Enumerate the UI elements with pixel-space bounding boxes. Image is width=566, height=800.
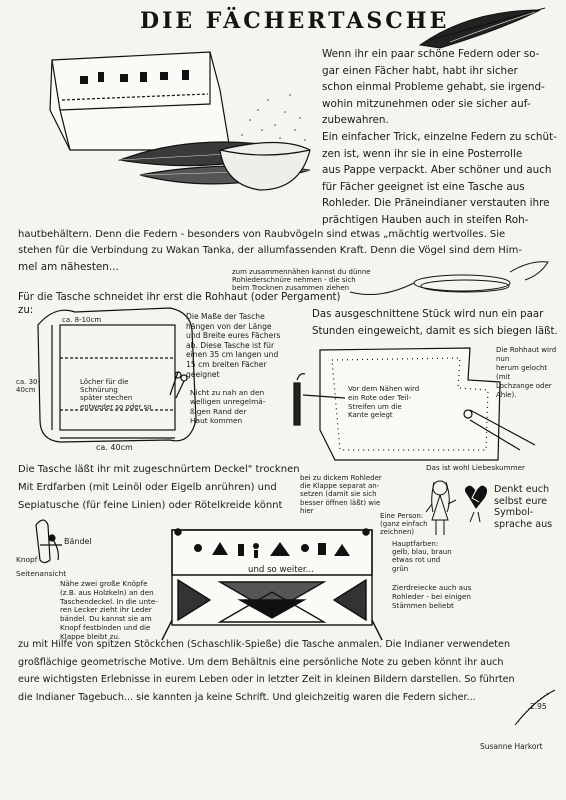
knot-note-line: ren Lecker zieht ihr Leder bbox=[60, 605, 152, 615]
symbol-note-line: sprache aus bbox=[494, 518, 553, 530]
punch-note-line: Ahle). bbox=[496, 391, 517, 399]
flap-note-line: die Klappe separat an- bbox=[300, 482, 380, 491]
lacing-note-line: beim Trocknen zusammen ziehen bbox=[232, 284, 350, 293]
hole-note-line: entweder so oder so bbox=[80, 402, 152, 411]
edge-note-line: Haut kommen bbox=[190, 416, 243, 426]
paint-text bbox=[18, 636, 558, 706]
colors-note-line: grün bbox=[392, 564, 409, 573]
symbol-note-line: Symbol- bbox=[494, 507, 534, 519]
lacing-note-line: Rohlederschnüre nehmen - die sich bbox=[232, 276, 356, 285]
hole-note bbox=[80, 378, 160, 411]
sew-note bbox=[348, 385, 443, 420]
person-note-line: (ganz einfach bbox=[380, 520, 428, 529]
sew-note-line: ein Rote oder Teil- bbox=[348, 393, 411, 402]
hole-note-line: Löcher für die bbox=[80, 378, 129, 386]
measure-note-line: und Breite eures Fächers bbox=[186, 331, 281, 341]
intro-line: schon einmal Probleme gehabt, sie irgend- bbox=[322, 81, 545, 94]
edge-note bbox=[190, 388, 280, 426]
finished-bag-illustration bbox=[162, 529, 382, 640]
measure-note-line: hängen von der Länge bbox=[186, 321, 272, 331]
dry-line: Die Tasche läßt ihr mit zugeschnürtem Deckel" trocknen bbox=[18, 464, 300, 475]
colors-note-line: gelb, blau, braun bbox=[392, 548, 452, 557]
paint-line: großflächige geometrische Motive. Um dem Behältnis eine persönliche Note zu geben könnt ihr auch bbox=[18, 656, 504, 668]
punch-note-line: Die Rohhaut wird nun bbox=[496, 346, 557, 363]
dry-line: Mit Erdfarben (mit Leinöl oder Eigelb anrühren) und bbox=[18, 482, 277, 494]
sew-note-line: Vor dem Nähen wird bbox=[348, 385, 420, 393]
measure-note-line: ab. Diese Tasche ist für bbox=[186, 340, 275, 350]
intro-line: prächtigen Hauben auch in steifen Roh- bbox=[322, 213, 529, 226]
symbol-note bbox=[494, 484, 560, 530]
side-view-label: Seitenansicht bbox=[16, 569, 67, 578]
page-title: DIE FÄCHERTASCHE bbox=[140, 8, 450, 34]
edge-note-line: welligen unregelmä- bbox=[190, 397, 266, 407]
intro-line: für Fächer geeignet ist eine Tasche aus bbox=[322, 180, 525, 193]
soak-line: Das ausgeschnittene Stück wird nun ein paar bbox=[312, 309, 544, 320]
symbol-note-line: selbst eure bbox=[494, 495, 548, 507]
flap-note-line: setzen (damit sie sich bbox=[300, 490, 377, 499]
side-view-illustration bbox=[36, 520, 62, 563]
dim-top-label: ca. 8-10cm bbox=[62, 316, 102, 324]
bag-illustration bbox=[50, 52, 310, 190]
intro-text bbox=[322, 46, 558, 229]
paint-line: zu mit Hilfe von spitzen Stöckchen (Schaschlik-Spieße) die Tasche anmalen. Die Indianer verwendeten bbox=[18, 639, 511, 650]
punch-note bbox=[496, 346, 562, 400]
intro-line: Wenn ihr ein paar schöne Federn oder so- bbox=[322, 48, 540, 60]
knot-note-line: (z.B. aus Holzkeln) an den bbox=[60, 587, 154, 597]
hide-pattern-diagram bbox=[38, 308, 196, 442]
intro-line: zen ist, wenn ihr sie in eine Posterrolle bbox=[322, 147, 523, 160]
triangle-note-line: Zierdreiecke auch aus bbox=[392, 583, 472, 592]
dim-side-label: ca. 30-40cm bbox=[16, 378, 41, 395]
intro-line: gar einen Fächer habt, habt ihr sicher bbox=[322, 64, 518, 77]
paint-line: die Indianer Tagebuch... sie kannten ja keine Schrift. Und gleichzeitig waren die Federn sicher... bbox=[18, 691, 476, 703]
dry-text bbox=[18, 461, 318, 516]
intro-line: Rohleder. Die Präneindianer verstauten ihre bbox=[322, 197, 550, 210]
symbol-note-line: Denkt euch bbox=[494, 484, 550, 495]
dry-line: Sepiatusche (für feine Linien) oder Rötelkreide könnt bbox=[18, 500, 283, 512]
intro-line: Ein einfacher Trick, einzelne Federn zu schüt- bbox=[322, 130, 557, 143]
dim-bottom-label: ca. 40cm bbox=[96, 443, 133, 452]
intro-line: zubewahren. bbox=[322, 114, 389, 127]
hole-note-line: Schnürung bbox=[80, 386, 118, 395]
knot-note-line: Knopf festbinden und die bbox=[60, 622, 151, 632]
lacing-note-line: zum zusammennähen kannst du dünne bbox=[232, 268, 371, 276]
band-label: Bändel bbox=[64, 537, 92, 546]
soak-text bbox=[312, 306, 562, 340]
intro-cont-line: hautbehältern. Denn die Federn - besonders von Raubvögeln sind etwas „mächtig wertvolles. Sie bbox=[18, 229, 506, 240]
love-label: Das ist wohl Liebeskummer bbox=[426, 463, 525, 472]
flap-note-line: hier bbox=[300, 506, 314, 515]
intro-cont-line: stehen für die Verbindung zu Wakan Tanka, der allumfassenden Kraft. Denn die Vögel sind dem Him- bbox=[18, 245, 522, 257]
soak-line: Stunden eingeweicht, damit es sich biegen läßt. bbox=[312, 326, 558, 338]
knot-note-line: Taschendeckel. In die unte- bbox=[60, 596, 158, 606]
page-number: 2.95 bbox=[530, 702, 547, 711]
lacing-note bbox=[232, 268, 432, 293]
intro-cont-line: mel am nähesten... bbox=[18, 261, 119, 274]
sew-note-line: Kante gelegt bbox=[348, 411, 393, 420]
colors-note-line: etwas rot und bbox=[392, 556, 441, 565]
author-signature: Susanne Harkort bbox=[480, 742, 543, 751]
knot-note-line: Klappe bleibt zu. bbox=[60, 631, 121, 641]
colors-note-line: Hauptfarben: bbox=[392, 540, 439, 548]
measure-note-line: 15 cm breiten Fächer bbox=[186, 359, 267, 369]
punch-note-line: herum gelocht (mit bbox=[496, 364, 548, 381]
hole-note-line: später stechen bbox=[80, 394, 133, 403]
knopf-label: Knopf bbox=[16, 555, 38, 564]
punch-note-line: Lochzange oder bbox=[496, 382, 552, 390]
intro-line: wohin mitzunehmen oder sie sicher auf- bbox=[322, 97, 531, 110]
measure-note-line: einen 35 cm langen und bbox=[186, 350, 279, 360]
edge-note-line: ßigen Rand der bbox=[190, 406, 247, 416]
paint-line: eure wichtigsten Erlebnisse in eurem Leben oder in letzter Zeit in kleinen Bildern darstellen. So führten bbox=[18, 674, 515, 686]
and-so-on-label: und so weiter... bbox=[248, 565, 314, 575]
cut-heading: Für die Tasche schneidet ihr erst die Rohhaut (oder Pergament) zu: bbox=[18, 292, 341, 316]
measure-note-line: Die Maße der Tasche bbox=[186, 312, 265, 321]
measure-note-line: geeignet bbox=[186, 369, 220, 379]
triangle-note-line: Rohleder - bei einigen bbox=[392, 591, 471, 601]
edge-note-line: Nicht zu nah an den bbox=[190, 388, 265, 397]
triangle-note-line: Stämmen beliebt bbox=[392, 600, 454, 610]
sew-note-line: Streifen um die bbox=[348, 402, 402, 411]
flap-note-line: bei zu dickem Rohleder bbox=[300, 474, 382, 482]
colors-note bbox=[392, 540, 452, 573]
flap-note-line: besser öffnen läßt) wie bbox=[300, 498, 381, 507]
intro-line: aus Pappe verpackt. Aber schöner und auch bbox=[322, 164, 552, 177]
measure-note bbox=[186, 312, 296, 379]
flap-note bbox=[300, 474, 395, 515]
triangle-note bbox=[392, 584, 484, 610]
person-note-line: Eine Person: bbox=[380, 512, 424, 520]
knot-note-line: Nähe zwei große Knöpfe bbox=[60, 579, 148, 588]
person-note-line: zeichnen) bbox=[380, 528, 415, 537]
person-note bbox=[380, 512, 440, 537]
knot-note-line: bändel. Du kannst sie am bbox=[60, 614, 152, 624]
knot-note bbox=[60, 580, 170, 642]
